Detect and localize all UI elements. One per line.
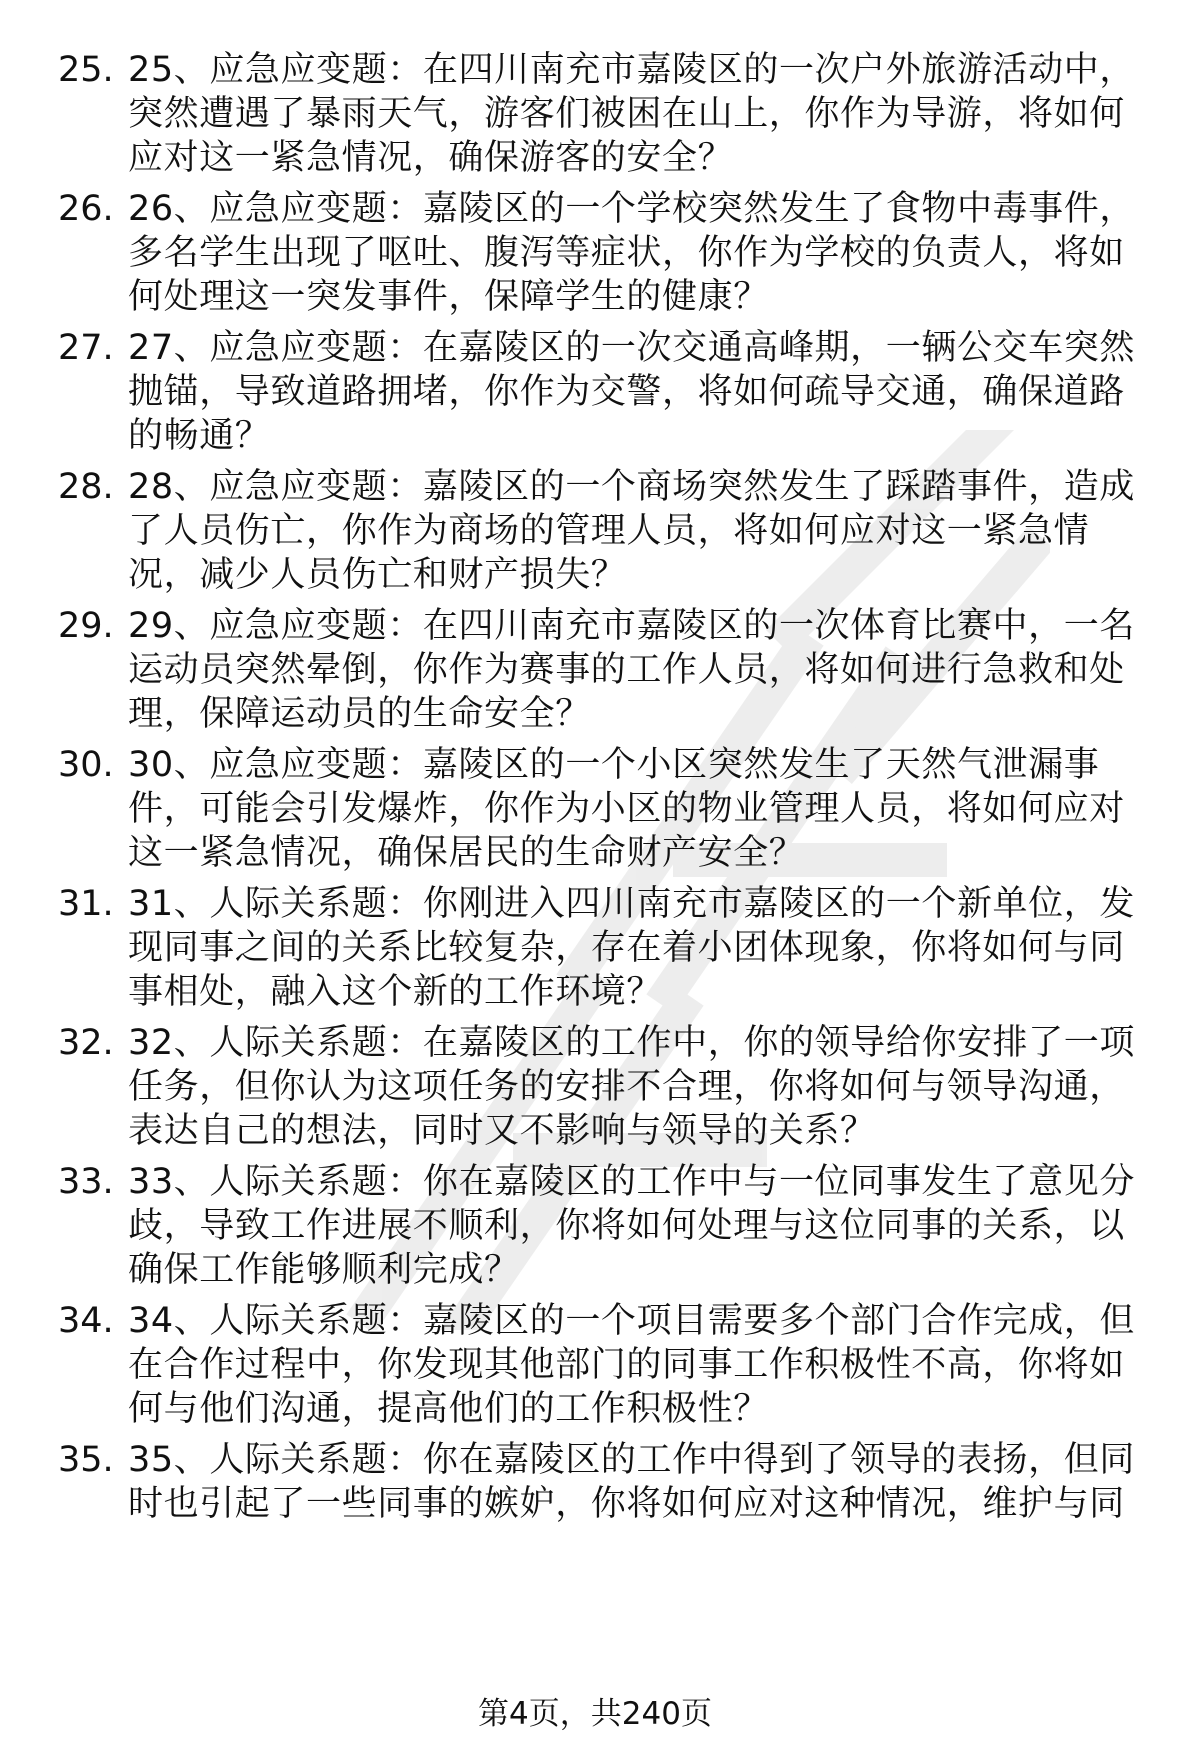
list-number: 31. — [58, 884, 114, 924]
list-number: 29. — [58, 606, 114, 646]
list-number: 28. — [58, 467, 114, 507]
page-number-footer: 第4页，共240页 — [478, 1696, 712, 1732]
question-list — [58, 48, 1153, 1526]
list-item — [58, 1021, 1153, 1153]
list-item — [58, 465, 1153, 597]
question-text: 33、人际关系题：你在嘉陵区的工作中与一位同事发生了意见分歧，导致工作进展不顺利，你将如何处理与这位同事的关系，以确保工作能够顺利完成？ — [128, 1162, 1135, 1290]
list-item — [58, 187, 1153, 319]
list-number: 35. — [58, 1440, 114, 1480]
question-text: 27、应急应变题：在嘉陵区的一次交通高峰期，一辆公交车突然抛锚，导致道路拥堵，你作为交警，将如何疏导交通，确保道路的畅通？ — [128, 328, 1135, 456]
list-item — [58, 604, 1153, 736]
question-text: 31、人际关系题：你刚进入四川南充市嘉陵区的一个新单位，发现同事之间的关系比较复杂，存在着小团体现象，你将如何与同事相处，融入这个新的工作环境？ — [128, 884, 1135, 1012]
list-number: 32. — [58, 1023, 114, 1063]
list-number: 25. — [58, 50, 114, 90]
question-text: 35、人际关系题：你在嘉陵区的工作中得到了领导的表扬，但同时也引起了一些同事的嫉妒，你将如何应对这种情况，维护与同 — [128, 1440, 1135, 1524]
list-number: 30. — [58, 745, 114, 785]
list-item — [58, 743, 1153, 875]
question-text: 34、人际关系题：嘉陵区的一个项目需要多个部门合作完成，但在合作过程中，你发现其他部门的同事工作积极性不高，你将如何与他们沟通，提高他们的工作积极性？ — [128, 1301, 1135, 1429]
list-item — [58, 1438, 1153, 1526]
list-item — [58, 1160, 1153, 1292]
question-text: 32、人际关系题：在嘉陵区的工作中，你的领导给你安排了一项任务，但你认为这项任务的安排不合理，你将如何与领导沟通，表达自己的想法，同时又不影响与领导的关系？ — [128, 1023, 1135, 1151]
question-text: 29、应急应变题：在四川南充市嘉陵区的一次体育比赛中，一名运动员突然晕倒，你作为赛事的工作人员，将如何进行急救和处理，保障运动员的生命安全？ — [128, 606, 1135, 734]
question-text: 30、应急应变题：嘉陵区的一个小区突然发生了天然气泄漏事件，可能会引发爆炸，你作为小区的物业管理人员，将如何应对这一紧急情况，确保居民的生命财产安全？ — [128, 745, 1125, 873]
list-item — [58, 882, 1153, 1014]
list-number: 33. — [58, 1162, 114, 1202]
list-item — [58, 48, 1153, 180]
list-number: 34. — [58, 1301, 114, 1341]
list-item — [58, 1299, 1153, 1431]
question-text: 28、应急应变题：嘉陵区的一个商场突然发生了踩踏事件，造成了人员伤亡，你作为商场的管理人员，将如何应对这一紧急情况，减少人员伤亡和财产损失？ — [128, 467, 1135, 595]
list-item — [58, 326, 1153, 458]
question-list-container — [58, 48, 1153, 1533]
list-number: 27. — [58, 328, 114, 368]
question-text: 25、应急应变题：在四川南充市嘉陵区的一次户外旅游活动中，突然遭遇了暴雨天气，游客们被困在山上，你作为导游，将如何应对这一紧急情况，确保游客的安全？ — [128, 50, 1135, 178]
list-number: 26. — [58, 189, 114, 229]
question-text: 26、应急应变题：嘉陵区的一个学校突然发生了食物中毒事件，多名学生出现了呕吐、腹泻等症状，你作为学校的负责人，将如何处理这一突发事件，保障学生的健康？ — [128, 189, 1135, 317]
